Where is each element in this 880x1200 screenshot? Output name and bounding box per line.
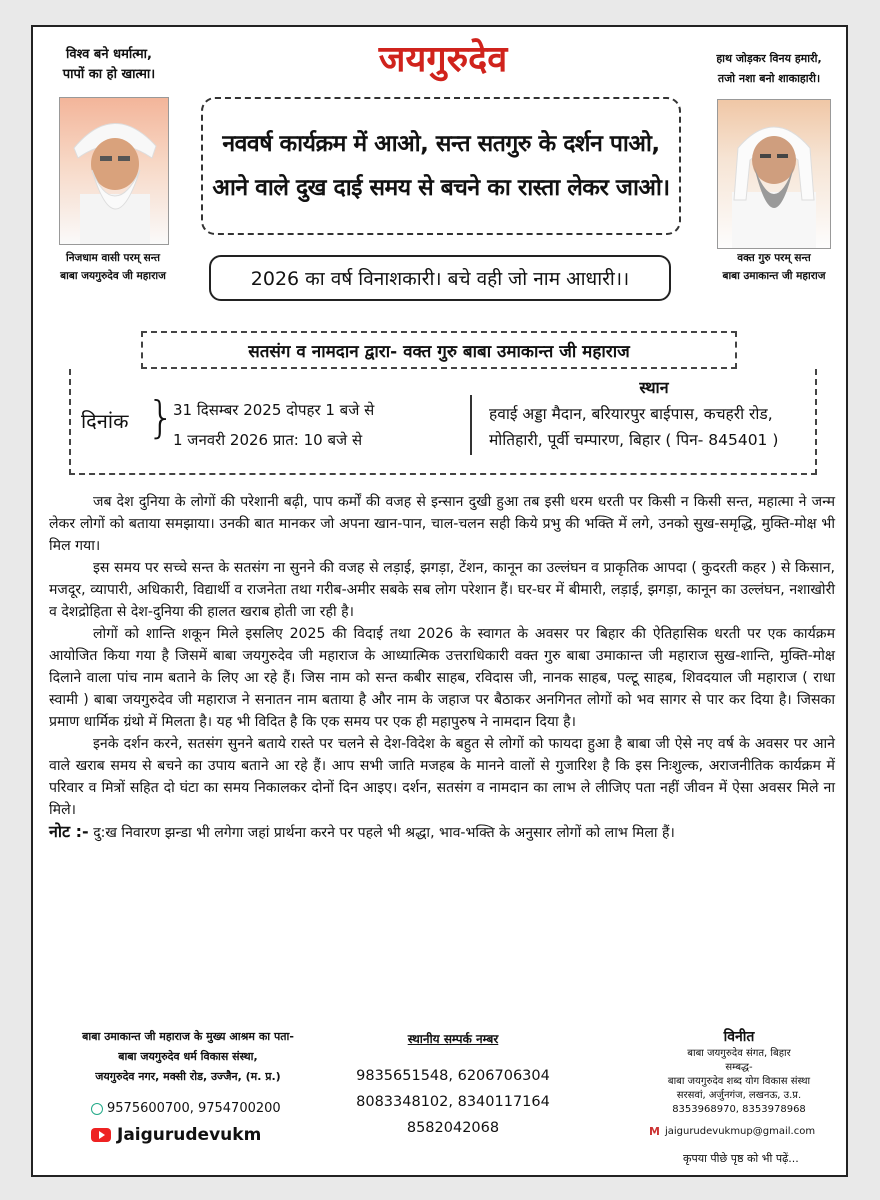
page-title: जयगुरुदेव	[378, 38, 508, 80]
gmail-icon: M	[649, 1125, 660, 1138]
venue-line: मोतिहारी, पूर्वी चम्पारण, बिहार ( पिन- 845401 )	[489, 431, 779, 449]
headline-line: आने वाले दुख दाई समय से बचने का रास्ता लेकर जाओ।	[212, 175, 670, 201]
local-phone: 8582042068	[406, 1120, 500, 1136]
venue	[489, 375, 819, 453]
ashram-phone	[91, 1099, 281, 1119]
ashram-phone-numbers: 9575600700, 9754700200	[107, 1101, 281, 1116]
brace-icon: }	[147, 392, 175, 443]
body-text	[49, 491, 835, 844]
paragraph: जब देश दुनिया के लोगों की परेशानी बढ़ी, पाप कर्मों की वजह से इन्सान दुखी हुआ तब इसी धरम धरती पर किसी न किसी सन्त, महात्मा ने जन्म लेकर लोगों को बताया समझाया। उनकी बात मानकर जो अपना खान-पान, चाल-चलन सही किये प्रभु की भक्ति में लगे, उनको सुख-समृद्धि, मुक्ति-मोक्ष भी मिल गया।	[49, 494, 835, 554]
local-contacts	[353, 1027, 553, 1141]
poster-page	[31, 25, 848, 1177]
local-phone-list	[353, 1063, 553, 1141]
slogan-right-line: तजो नशा बनो शाकाहारी।	[717, 72, 821, 85]
dinank-label: दिनांक	[81, 409, 129, 433]
vineet-line: बाबा जयगुरुदेव संगत, बिहार	[687, 1048, 791, 1059]
note-paragraph	[49, 821, 835, 844]
youtube-icon	[91, 1128, 111, 1142]
caption-right-line: वक्त गुरु परम् सन्त	[737, 252, 811, 264]
local-contacts-heading: स्थानीय सम्पर्क नम्बर	[407, 1032, 499, 1046]
vineet-line: बाबा जयगुरुदेव शब्द योग विकास संस्था	[667, 1076, 811, 1087]
ashram-address	[63, 1027, 313, 1087]
year-banner: 2026 का वर्ष विनाशकारी। बचे वही जो नाम आधारी।।	[209, 255, 671, 301]
vineet-block	[639, 1027, 839, 1117]
slogan-right	[689, 49, 849, 89]
slogan-left	[39, 45, 179, 85]
portrait-baba-umakant	[717, 99, 831, 249]
caption-left-line: निजधाम वासी परम् सन्त	[66, 252, 160, 264]
address-line: जयगुरुदेव नगर, मक्सी रोड, उज्जैन, (म. प्र.)	[95, 1070, 281, 1083]
paragraph: इनके दर्शन करने, सतसंग सुनने बताये रास्ते पर चलने से देश-विदेश के बहुत से लोगों को फायदा हुआ है बाबा जी ऐसे नए वर्ष के अवसर पर आने वाले खराब समय से बचने का उपाय बताने आ रहे हैं। आप सभी जाति मजहब के मानने वालों से गुजारिश है कि इस निःशुल्क, अराजनीतिक कार्यक्रम में परिवार व मित्रों सहित दो घंटा का समय निकालकर दोनों दिन आइए। दर्शन, सतसंग व नामदान का लाभ ले लीजिए पता नहीं जीवन में ऐसा अवसर मिले ना मिले।	[49, 736, 835, 818]
slogan-right-line: हाथ जोड़कर विनय हमारी,	[716, 52, 822, 65]
address-line: बाबा उमाकान्त जी महाराज के मुख्य आश्रम का पता-	[82, 1030, 294, 1043]
phone-icon	[91, 1103, 103, 1115]
slogan-left-line: पापों का हो खात्मा।	[62, 67, 156, 82]
slogan-left-line: विश्व बने धर्मात्मा,	[66, 47, 152, 62]
event-date-line: 1 जनवरी 2026 प्रात: 10 बजे से	[173, 431, 363, 449]
email-contact[interactable]	[649, 1125, 815, 1138]
please-turn-note: कृपया पीछे पृष्ठ को भी पढ़ें...	[683, 1152, 799, 1165]
caption-right	[699, 249, 849, 285]
local-phone: 9835651548, 6206706304	[356, 1068, 550, 1084]
venue-line: हवाई अड्डा मैदान, बरियारपुर बाईपास, कचहरी रोड,	[489, 405, 773, 423]
caption-left-line: बाबा जयगुरुदेव जी महाराज	[60, 270, 166, 282]
note-text: दु:ख निवारण झन्डा भी लगेगा जहां प्रार्थना करने पर पहले भी श्रद्धा, भाव-भक्ति के अनुसार लोगों को लाभ मिला हैं।	[93, 825, 675, 841]
portrait-baba-jaigurudev	[59, 97, 169, 245]
paragraph: लोगों को शान्ति शकून मिले इसलिए 2025 की विदाई तथा 2026 के स्वागत के अवसर पर बिहार की ऐतिहासिक धरती पर एक कार्यक्रम आयोजित किया गया है जिसमें बाबा जयगुरुदेव जी महाराज के आध्यात्मिक उत्तराधिकारी वक्त गुरु बाबा उमाकान्त जी महाराज सुख-शान्ति, मुक्ति-मोक्ष दिलाने वाला पांच नाम बताने के लिए आ रहे हैं। जिस नाम को सन्त कबीर साहब, रविदास जी, नानक साहब, पल्टू साहब, शिवदयाल जी महाराज ( राधा स्वामी ) बाबा जयगुरुदेव जी महाराज ने सनातन नाम बताया है और नाम के जहाज पर बैठाकर अनगिनत लोगों को भव सागर से पार कर दिया है। जिसका प्रमाण धार्मिक ग्रंथो में मिलता है। यह भी विदित है कि एक समय पर एक ही महापुरुष ने नामदान दिया है।	[49, 626, 835, 730]
local-phone: 8083348102, 8340117164	[356, 1094, 550, 1110]
youtube-handle: Jaigurudevukm	[117, 1125, 262, 1145]
vineet-line: 8353968970, 8353978968	[672, 1104, 806, 1115]
vineet-heading: विनीत	[723, 1029, 755, 1045]
paragraph: इस समय पर सच्चे सन्त के सतसंग ना सुनने की वजह से लड़ाई, झगड़ा, टेंशन, कानून का उल्लंघन व प्राकृतिक आपदा ( कुदरती कहर ) से किसान, मजदूर, व्यापारी, अधिकारी, विद्यार्थी व राजनेता तथा गरीब-अमीर सबके सब लोग परेशान हैं। घर-घर में बीमारी, लड़ाई, झगड़ा, कानून का उल्लंघन, नशाखोरी व देशद्रोहिता से देश-दुनिया की हालत खराब होती जा रही है।	[49, 560, 835, 620]
headline-line: नववर्ष कार्यक्रम में आओ, सन्त सतगुरु के दर्शन पाओ,	[222, 131, 660, 157]
caption-right-line: बाबा उमाकान्त जी महाराज	[722, 270, 826, 282]
event-details-box	[69, 369, 817, 475]
caption-left	[43, 249, 183, 285]
satsang-banner: सतसंग व नामदान द्वारा- वक्त गुरु बाबा उमाकान्त जी महाराज	[141, 331, 737, 369]
youtube-channel[interactable]	[91, 1125, 261, 1145]
vineet-line: सम्बद्ध-	[725, 1062, 753, 1073]
headline-box	[201, 97, 681, 235]
address-line: बाबा जयगुरुदेव धर्म विकास संस्था,	[118, 1050, 258, 1063]
venue-heading: स्थान	[639, 378, 669, 397]
email-address: jaigurudevukmup@gmail.com	[664, 1126, 816, 1137]
event-dates	[173, 395, 374, 455]
divider	[470, 395, 472, 455]
event-date-line: 31 दिसम्बर 2025 दोपहर 1 बजे से	[173, 401, 375, 419]
note-label: नोट :-	[49, 822, 89, 841]
vineet-line: सरसवां, अर्जुनगंज, लखनऊ, उ.प्र.	[676, 1090, 802, 1101]
